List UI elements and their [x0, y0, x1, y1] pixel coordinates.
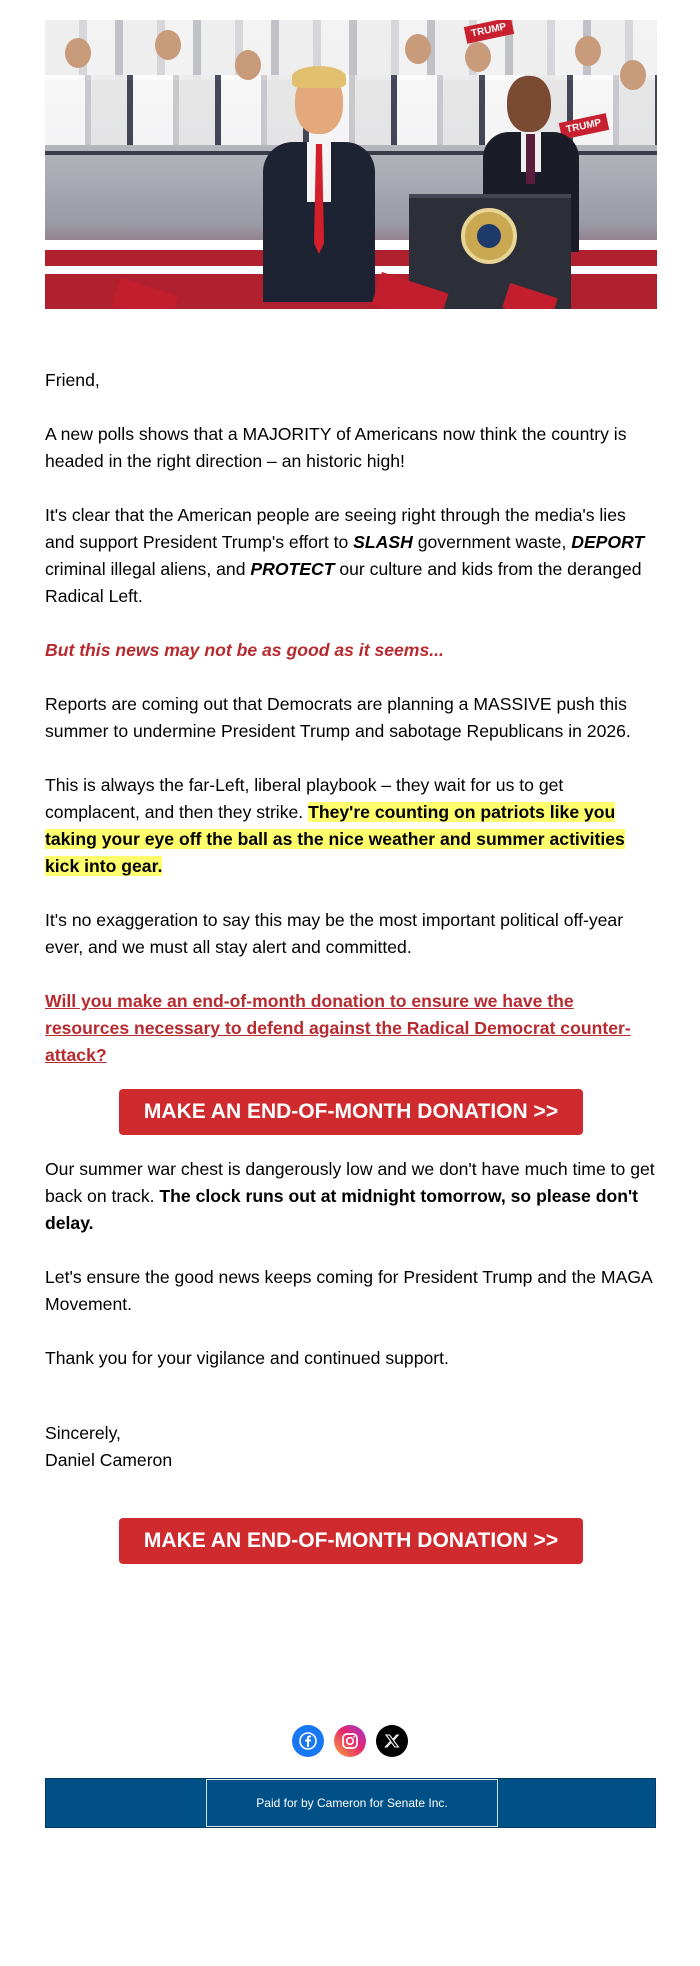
crowd-face — [155, 30, 181, 60]
crowd-background — [45, 20, 657, 80]
deadline-text: The clock runs out at midnight tomorrow, so please don't delay. — [45, 1186, 639, 1233]
highlighted-text: They're counting on patriots like you taking your eye off the ball as the nice weather and summer activities kick into gear. — [45, 802, 625, 876]
paragraph-thanks: Thank you for your vigilance and continued support. — [45, 1348, 449, 1368]
paragraph-reports: Reports are coming out that Democrats are planning a MASSIVE push this summer to undermine President Trump and sabotage Republicans in 2026. — [45, 694, 631, 741]
speaker-left-hair — [292, 66, 346, 88]
crowd-face — [575, 36, 601, 66]
donate-button[interactable]: MAKE AN END-OF-MONTH DONATION >> — [119, 1089, 583, 1135]
social-links — [0, 1725, 700, 1757]
footer-bar — [45, 1778, 656, 1828]
x-icon[interactable] — [376, 1725, 408, 1757]
donation-ask — [45, 988, 657, 1069]
signature-block — [45, 1420, 657, 1474]
emphasis-deport: DEPORT — [571, 532, 645, 552]
signoff: Sincerely, — [45, 1423, 121, 1443]
paragraph-poll: A new polls shows that a MAJORITY of Americans now think the country is headed in the right direction – an historic high! — [45, 424, 627, 471]
presidential-seal-icon — [461, 208, 517, 264]
paragraph-war-chest — [45, 1156, 657, 1237]
rally-sign: TRUMP — [559, 113, 609, 140]
donation-ask-link[interactable]: Will you make an end-of-month donation to ensure we have the resources necessary to defend against the Radical Democrat counter-attack? — [45, 991, 631, 1065]
emphasis-slash: SLASH — [353, 532, 413, 552]
warning-line: But this news may not be as good as it seems... — [45, 640, 444, 660]
crowd-face — [620, 60, 646, 90]
facebook-icon[interactable] — [292, 1725, 324, 1757]
rally-sign: TRUMP — [464, 20, 514, 44]
crowd-face — [235, 50, 261, 80]
crowd-face — [405, 34, 431, 64]
instagram-icon[interactable] — [334, 1725, 366, 1757]
paragraph-important: It's no exaggeration to say this may be the most important political off-year ever, and we must all stay alert and committed. — [45, 910, 624, 957]
hero-photo — [45, 20, 657, 309]
speaker-right-head — [507, 76, 551, 132]
text: This is always the far-Left, liberal playbook – they wait for us to get complacent, and then they strike. — [45, 775, 564, 822]
text: criminal illegal aliens, and — [45, 559, 251, 579]
greeting: Friend, — [45, 370, 100, 390]
text: Our summer war chest is dangerously low and we don't have much time to get back on track. — [45, 1159, 655, 1206]
paragraph-good-news: Let's ensure the good news keeps coming for President Trump and the MAGA Movement. — [45, 1267, 652, 1314]
paragraph-playbook — [45, 772, 657, 880]
text: government waste, — [412, 532, 572, 552]
email-body — [45, 20, 657, 1564]
crowd-face — [65, 38, 91, 68]
crowd-face — [465, 42, 491, 72]
signer-name: Daniel Cameron — [45, 1450, 173, 1470]
paid-for-disclaimer: Paid for by Cameron for Senate Inc. — [206, 1779, 498, 1827]
text: our culture and kids from the deranged Radical Left. — [45, 559, 642, 606]
letter-content — [45, 367, 657, 1564]
speaker-right-tie — [526, 134, 535, 184]
emphasis-protect: PROTECT — [250, 559, 335, 579]
donate-button-bottom[interactable]: MAKE AN END-OF-MONTH DONATION >> — [119, 1518, 583, 1564]
paragraph-media — [45, 502, 657, 610]
text: It's clear that the American people are seeing right through the media's lies and support President Trump's effort to — [45, 505, 626, 552]
